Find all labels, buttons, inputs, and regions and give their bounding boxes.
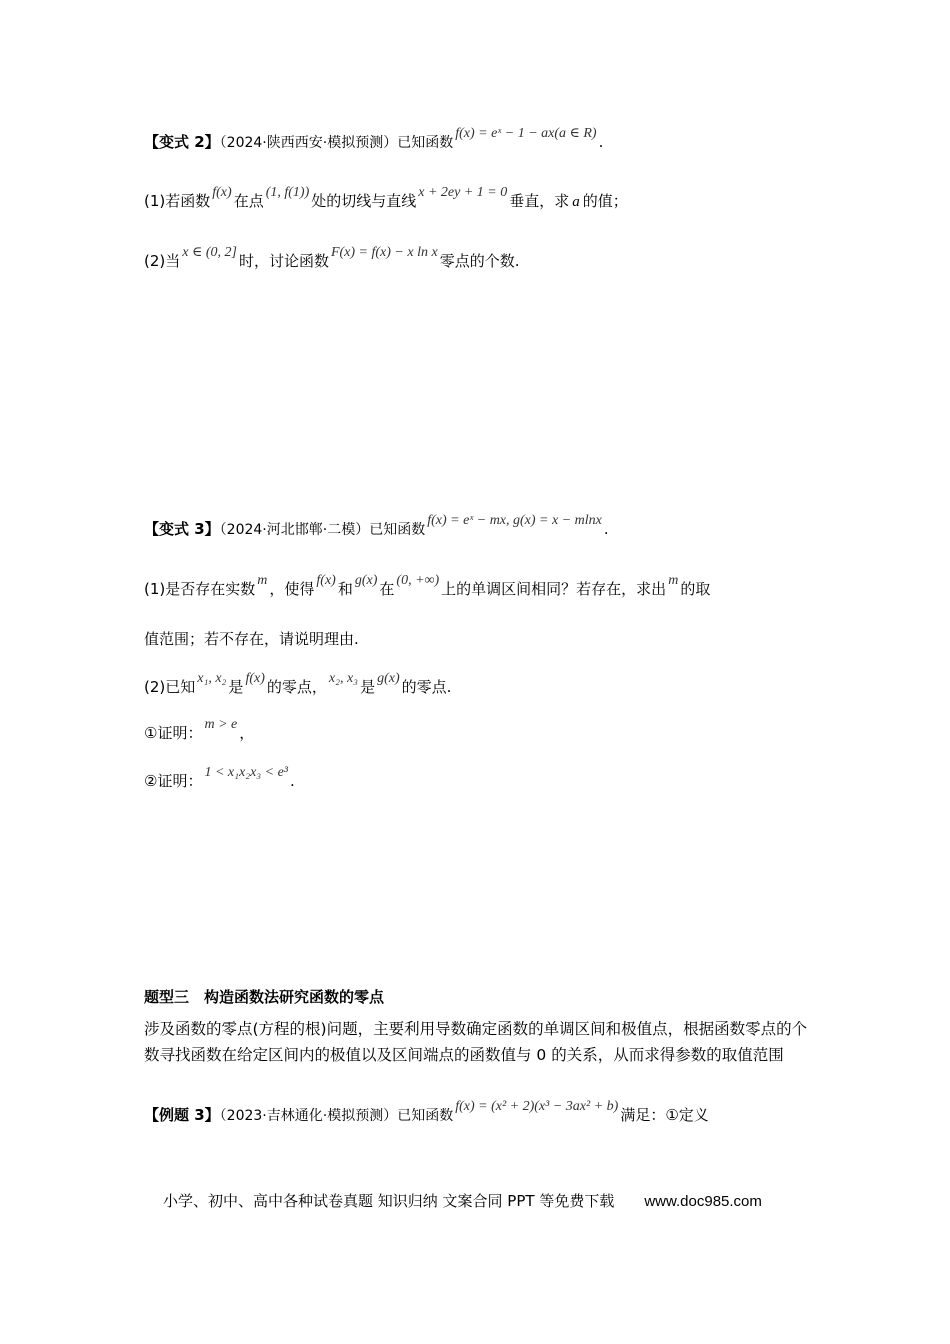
text: 垂直，求 <box>509 192 570 210</box>
math-fx: f(x) <box>245 671 265 686</box>
section-heading: 题型三 构造函数法研究函数的零点 <box>144 988 385 1006</box>
text: ， <box>239 724 255 742</box>
footer <box>163 1190 762 1211</box>
v2-function: f(x) = eˣ − 1 − ax(a ∈ R) <box>455 126 597 141</box>
text: 的取 <box>680 580 711 598</box>
math-gx: g(x) <box>377 671 400 686</box>
v3-question-2 <box>144 671 452 700</box>
text: ①证明： <box>144 724 203 742</box>
text: (1)若函数 <box>144 192 211 210</box>
text: 时，讨论函数 <box>238 252 329 270</box>
v2-title: 【变式 2】 <box>144 133 220 151</box>
v3-proof-2 <box>144 765 295 794</box>
text: ，使得 <box>269 580 315 598</box>
footer-url[interactable]: www.doc985.com <box>644 1193 762 1210</box>
text: 上的单调区间相同？若存在，求出 <box>441 580 667 598</box>
text: . <box>290 772 295 790</box>
v3-header <box>144 513 609 542</box>
math-fx: f(x) <box>212 185 232 200</box>
text: (2)当 <box>144 252 181 270</box>
example-3-header <box>144 1099 709 1128</box>
math-a: a <box>572 194 580 210</box>
v3-question-1-cont <box>144 628 359 650</box>
text: 的零点. <box>401 678 452 696</box>
text: (1)是否存在实数 <box>144 580 256 598</box>
v3-end: . <box>603 520 609 538</box>
ex3-tail: 满足：①定义 <box>620 1106 709 1124</box>
math-interval: (0, +∞) <box>396 573 440 588</box>
text: (2)已知 <box>144 678 196 696</box>
text: 的零点， <box>266 678 327 696</box>
text: 是 <box>228 678 244 696</box>
text: 在 <box>379 580 395 598</box>
math-fx: f(x) <box>316 573 336 588</box>
text: 和 <box>337 580 353 598</box>
text: 在点 <box>233 192 264 210</box>
v3-proof-1 <box>144 717 255 746</box>
v2-end: . <box>598 133 604 151</box>
text: 是 <box>360 678 376 696</box>
v2-question-1 <box>144 185 628 214</box>
text: 的值； <box>582 192 628 210</box>
math-ineq: 1 < x₁x₂x₃ < e³ <box>204 765 289 780</box>
math-ineq: m > e <box>204 717 238 732</box>
math-domain: x ∈ (0, 2] <box>182 245 237 260</box>
v2-source: （2024·陕西西安·模拟预测）已知函数 <box>219 135 454 151</box>
ex3-title: 【例题 3】 <box>144 1106 220 1124</box>
math-m: m <box>257 573 268 588</box>
section-body: 涉及函数的零点(方程的根)问题，主要利用导数确定函数的单调区间和极值点，根据函数零点的个数寻找函数在给定区间内的极值以及区间端点的函数值与 0 的关系，从而求得参数的取值范围 <box>144 1020 808 1064</box>
ex3-source: （2023·吉林通化·模拟预测）已知函数 <box>219 1108 454 1124</box>
footer-text: 小学、初中、高中各种试卷真题 知识归纳 文案合同 PPT 等免费下载 <box>163 1192 615 1210</box>
math-x12: x₁, x₂ <box>197 671 227 686</box>
text: 值范围；若不存在，请说明理由. <box>144 630 359 648</box>
math-line: x + 2ey + 1 = 0 <box>418 185 508 200</box>
v2-header <box>144 126 604 155</box>
math-x23: x₂, x₃ <box>328 671 359 686</box>
text: 处的切线与直线 <box>311 192 417 210</box>
text: ②证明： <box>144 772 203 790</box>
math-point: (1, f(1)) <box>265 185 310 200</box>
v3-source: （2024·河北邯郸·二模）已知函数 <box>219 522 426 538</box>
v3-title: 【变式 3】 <box>144 520 220 538</box>
math-m: m <box>668 573 679 588</box>
math-F: F(x) = f(x) − x ln x <box>330 245 438 260</box>
text: 零点的个数. <box>439 252 520 270</box>
ex3-function: f(x) = (x² + 2)(x³ − 3ax² + b) <box>455 1099 619 1114</box>
v3-function: f(x) = eˣ − mx, g(x) = x − mlnx <box>427 513 602 528</box>
v2-question-2 <box>144 245 520 274</box>
math-gx: g(x) <box>354 573 378 588</box>
v3-question-1 <box>144 573 711 602</box>
